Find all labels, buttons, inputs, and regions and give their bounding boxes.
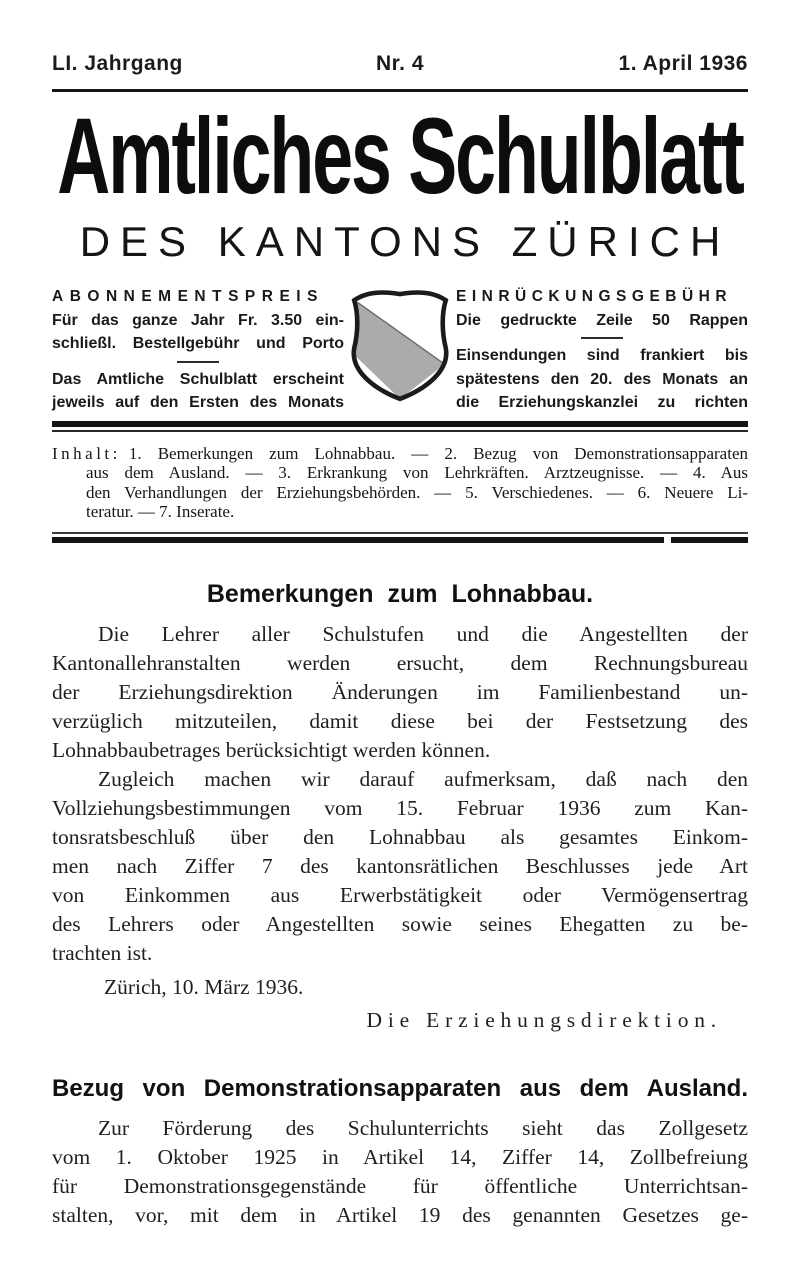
body-line: Zugleich machen wir darauf aufmerksam, daß nach den	[98, 766, 748, 791]
insertion-line: Einsendungen sind frankiert bis	[456, 347, 748, 365]
toc-bottom-rule	[52, 532, 748, 543]
body-line: stalten, vor, mit dem in Artikel 19 des genannten Gesetzes ge-	[52, 1202, 748, 1227]
masthead-subtitle: DES KANTONS ZÜRICH	[79, 218, 731, 265]
insertion-heading: EINRÜCKUNGSGEBÜHR	[456, 288, 733, 306]
zurich-coat-of-arms-icon	[347, 287, 453, 405]
article-paragraph	[52, 620, 748, 765]
table-of-contents	[52, 444, 748, 522]
subscription-line: schließl. Bestellgebühr und Porto	[52, 335, 344, 353]
small-divider	[581, 337, 623, 339]
toc-text: 1. Bemerkungen zum Lohnabbau. — 2. Bezug von Demonstrationsapparaten	[128, 443, 748, 463]
body-line: verzüglich mitzuteilen, damit diese bei der Festsetzung des	[52, 708, 748, 733]
subscription-line: Das Amtliche Schulblatt erscheint	[52, 370, 344, 388]
article-title: Bemerkungen zum Lohnabbau.	[206, 579, 594, 608]
imprint-row	[52, 285, 748, 415]
body-line: des Lehrers oder Angestellten sowie seines Ehegatten zu be-	[52, 911, 748, 936]
body-line: tonsratsbeschluß über den Lohnabbau als gesamtes Einkom-	[52, 824, 748, 849]
small-divider	[177, 361, 219, 363]
issue-number: Nr. 4	[375, 52, 425, 75]
toc-label: Inhalt:	[52, 443, 121, 463]
body-line: vom 1. Oktober 1925 in Artikel 14, Ziffer 14, Zollbefreiung	[52, 1144, 748, 1169]
body-line: men nach Ziffer 7 des kantonsrätlichen Beschlusses jede Art	[52, 853, 748, 878]
signature: Die Erziehungsdirektion.	[366, 1007, 722, 1032]
issue-date: 1. April 1936	[618, 52, 748, 75]
body-line: Die Lehrer aller Schulstufen und die Angestellten der	[98, 621, 748, 646]
article-paragraph	[52, 1114, 748, 1230]
body-line: Lohnabbaubetrages berücksichtigt werden können.	[52, 737, 491, 762]
emblem-box	[344, 285, 456, 405]
insertion-fee-info	[456, 285, 748, 415]
body-line: Vollziehungsbestimmungen vom 15. Februar 1936 zum Kan-	[52, 795, 748, 820]
imprint-bottom-rule	[52, 421, 748, 432]
toc-line	[52, 444, 748, 464]
insertion-line: die Erziehungskanzlei zu richten	[456, 394, 748, 412]
insertion-line: Die gedruckte Zeile 50 Rappen	[456, 311, 748, 329]
toc-line: aus dem Ausland. — 3. Erkrankung von Lehrkräften. Arztzeugnisse. — 4. Aus	[86, 463, 748, 483]
masthead	[52, 95, 748, 219]
body-line: für Demonstrationsgegenstände für öffentliche Unterrichtsan-	[52, 1173, 748, 1198]
body-line: Zur Förderung des Schulunterrichts sieht das Zollgesetz	[98, 1115, 748, 1140]
subscription-line: Für das ganze Jahr Fr. 3.50 ein-	[52, 311, 344, 329]
body-line: der Erziehungsdirektion Änderungen im Familienbestand un-	[52, 679, 748, 704]
body-line: von Einkommen aus Erwerbstätigkeit oder Vermögensertrag	[52, 882, 748, 907]
subscription-info	[52, 285, 344, 415]
body-line: trachten ist.	[52, 940, 153, 965]
journal-volume: LI. Jahrgang	[52, 52, 183, 75]
toc-line: den Verhandlungen der Erziehungsbehörden. — 5. Verschiedenes. — 6. Neuere Li-	[86, 482, 748, 502]
article-title: Bezug von Demonstrationsapparaten aus dem Ausland.	[52, 1074, 748, 1102]
toc-line: teratur. — 7. Inserate.	[86, 502, 235, 522]
dateline: Zürich, 10. März 1936.	[104, 974, 304, 999]
insertion-line: spätestens den 20. des Monats an	[456, 370, 748, 388]
body-line: Kantonallehranstalten werden ersucht, dem Rechnungsbureau	[52, 650, 748, 675]
issue-header	[52, 52, 748, 76]
subscription-heading: ABONNEMENTSPREIS	[52, 288, 324, 306]
masthead-title: Amtliches Schulblatt	[57, 95, 743, 216]
article-paragraph	[52, 765, 748, 968]
header-rule	[52, 89, 748, 92]
subscription-line: jeweils auf den Ersten des Monats	[52, 394, 344, 412]
